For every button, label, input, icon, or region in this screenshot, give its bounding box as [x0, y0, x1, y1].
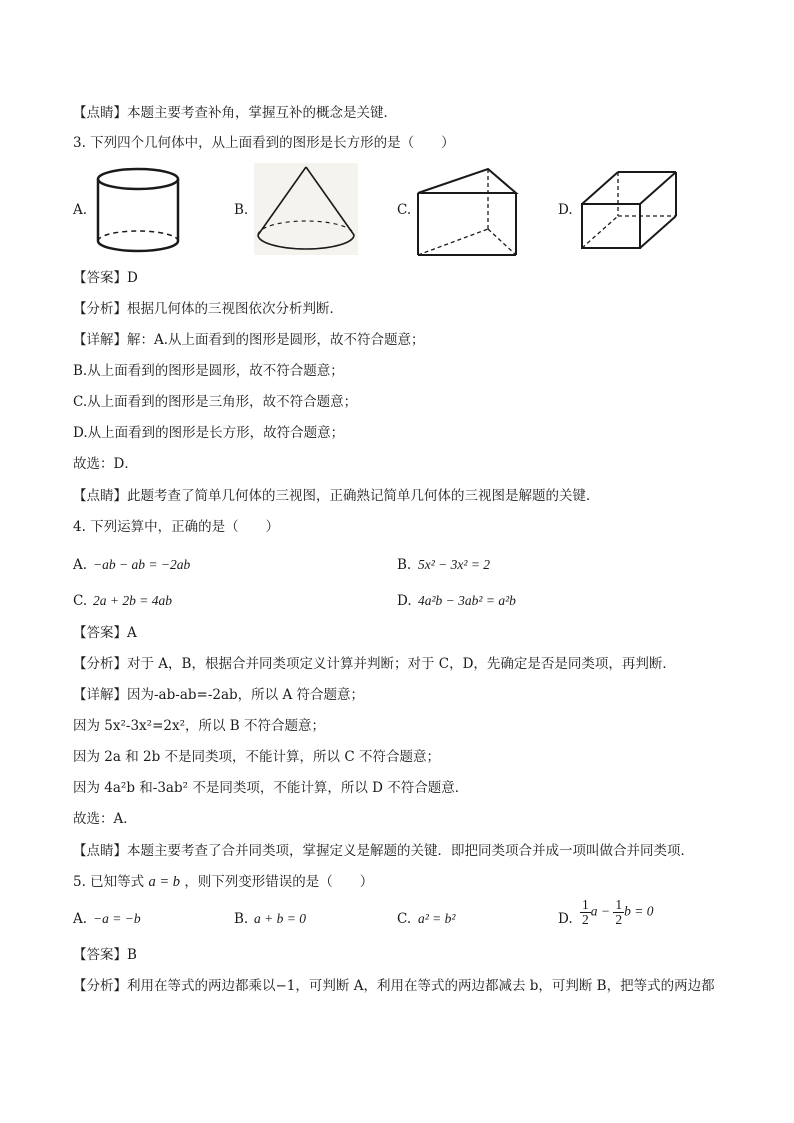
q5-analysis: 【分析】利用在等式的两边都乘以−1，可判断 A，利用在等式的两边都减去 b，可判断 B，把等式的两边都	[73, 978, 715, 994]
q5-option-d-term-a: a −	[590, 903, 610, 919]
q4-detail-c: 因为 2a 和 2b 不是同类项，不能计算，所以 C 不符合题意；	[73, 749, 440, 765]
q3-detail: 【详解】解：A.从上面看到的图形是圆形，故不符合题意；	[73, 332, 425, 348]
q5-option-d	[580, 898, 654, 927]
q3-option-a-label: A.	[73, 202, 88, 218]
cuboid-figure	[578, 168, 680, 252]
q3-option-b-label: B.	[234, 202, 249, 218]
q4-option-b-label: B.	[397, 557, 412, 573]
q4-option-c: 2a + 2b = 4ab	[93, 593, 172, 608]
q5-question-post: ，则下列变形错误的是（ ）	[184, 874, 374, 890]
q4-comment: 【点睛】本题主要考查了合并同类项，掌握定义是解题的关键．即把同类项合并成一项叫做合并同类项．	[73, 843, 694, 859]
q3-detail-c: C.从上面看到的图形是三角形，故不符合题意；	[73, 394, 358, 410]
fraction-half-b: $\frac{1}{2}$	[615, 897, 623, 927]
q5-option-c-label: C.	[397, 911, 412, 927]
q3-option-d-label: D.	[558, 202, 573, 218]
q3-analysis: 【分析】根据几何体的三视图依次分析判断．	[73, 301, 343, 317]
q2-comment: 【点睛】本题主要考查补角，掌握互补的概念是关键．	[73, 105, 397, 121]
q5-option-d-label: D.	[558, 911, 573, 927]
q5-question-pre: 5. 已知等式	[73, 874, 145, 890]
cylinder-figure	[92, 165, 184, 257]
q5-question-equation: a = b	[148, 874, 181, 890]
q3-comment: 【点睛】此题考查了简单几何体的三视图，正确熟记简单几何体的三视图是解题的关键．	[73, 488, 600, 504]
q4-option-d: 4a²b − 3ab² = a²b	[418, 593, 516, 608]
q5-option-d-term-b: b = 0	[624, 903, 654, 919]
q5-answer: 【答案】B	[73, 947, 137, 963]
q4-analysis: 【分析】对于 A，B，根据合并同类项定义计算并判断；对于 C，D，先确定是否是同类项，再判断．	[73, 656, 676, 672]
q4-detail-b: 因为 5x²-3x²=2x²，所以 B 不符合题意；	[73, 718, 326, 734]
triangular-prism-figure	[414, 165, 520, 259]
q5-question	[73, 873, 373, 891]
q4-detail: 【详解】因为-ab-ab=-2ab，所以 A 符合题意；	[73, 687, 364, 703]
q4-answer: 【答案】A	[73, 625, 137, 641]
q4-question: 4. 下列运算中，正确的是（ ）	[73, 519, 280, 535]
q5-option-a: −a = −b	[93, 911, 141, 926]
q3-answer: 【答案】D	[73, 270, 138, 286]
q3-detail-b: B.从上面看到的图形是圆形，故不符合题意；	[73, 363, 344, 379]
q3-question: 3. 下列四个几何体中，从上面看到的图形是长方形的是（ ）	[73, 135, 455, 151]
q4-option-a-label: A.	[73, 557, 88, 573]
q5-option-c: a² = b²	[418, 911, 456, 926]
q5-option-b: a + b = 0	[254, 911, 306, 926]
q4-option-a: −ab − ab = −2ab	[93, 557, 191, 572]
q4-option-d-label: D.	[397, 593, 412, 609]
cone-figure	[254, 163, 358, 255]
q4-detail-d: 因为 4a²b 和-3ab² 不是同类项，不能计算，所以 D 不符合题意．	[73, 780, 469, 796]
q4-option-b: 5x² − 3x² = 2	[418, 557, 491, 572]
q3-choose: 故选：D．	[73, 456, 138, 472]
fraction-half-a: $\frac{1}{2}$	[582, 897, 589, 927]
q3-detail-d: D.从上面看到的图形是长方形，故符合题意；	[73, 425, 345, 441]
q4-choose: 故选：A．	[73, 811, 137, 827]
q5-option-a-label: A.	[73, 911, 88, 927]
q5-option-b-label: B.	[234, 911, 249, 927]
q4-option-c-label: C.	[73, 593, 88, 609]
q3-option-c-label: C.	[397, 202, 412, 218]
